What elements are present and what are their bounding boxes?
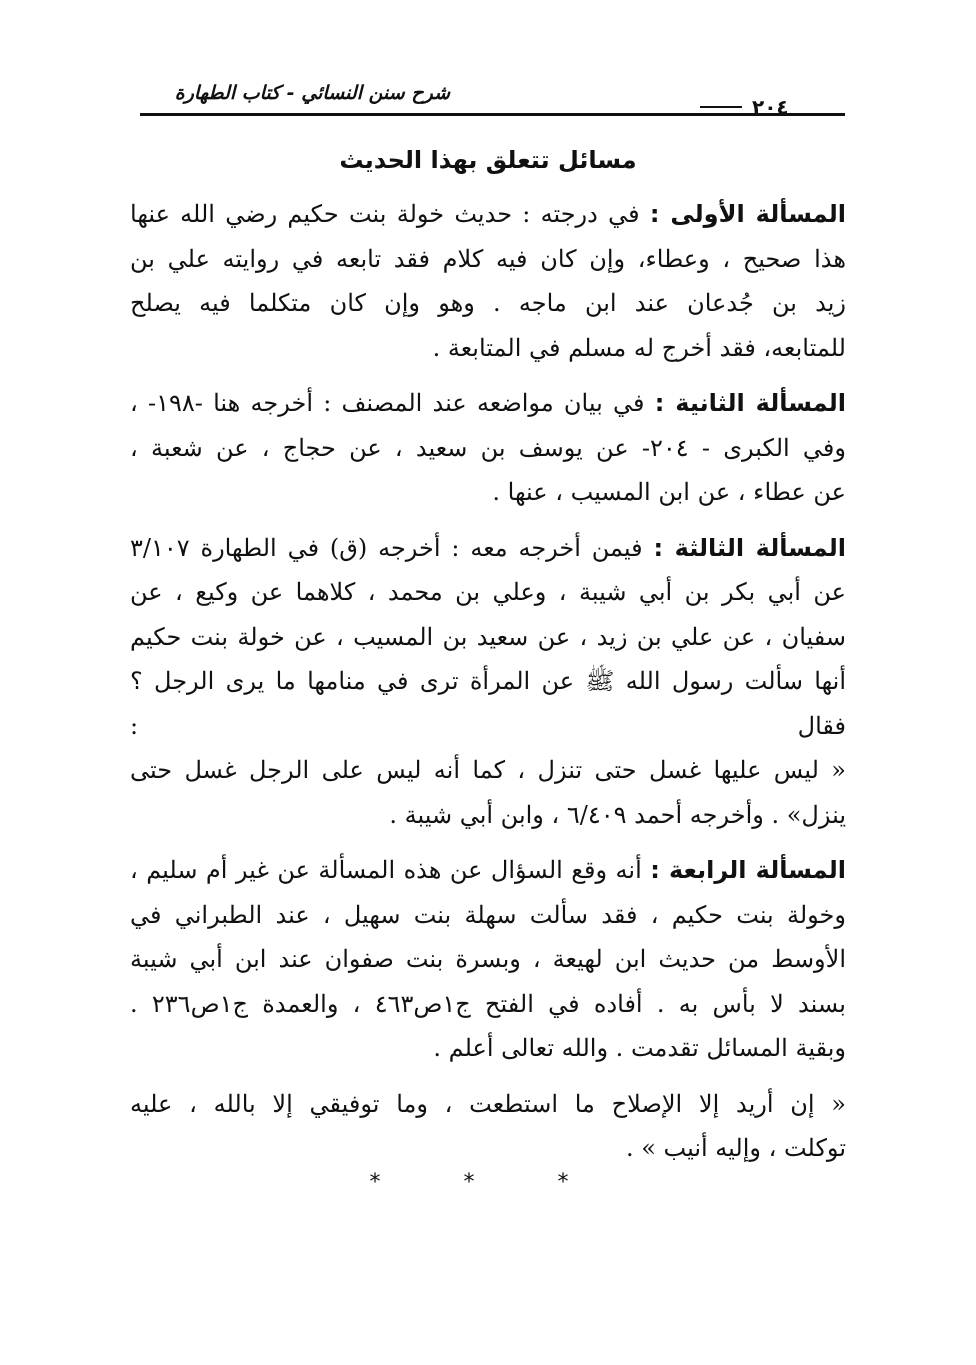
text-line: للمتابعه، فقد أخرج له مسلم في المتابعة .: [432, 333, 846, 362]
text-line-content: في بيان مواضعه عند المصنف : أخرجه هنا -١٩٨- ،: [130, 389, 645, 417]
text-line: عن أبي بكر بن أبي شيبة ، وعلي بن محمد ، كلاهما عن وكيع ، عن: [130, 578, 846, 606]
section-title: مسائل تتعلق بهذا الحديث: [339, 146, 637, 174]
issue-label: المسألة الثالثة :: [653, 533, 846, 562]
text-line: وبقية المسائل تقدمت . والله تعالى أعلم .: [433, 1034, 846, 1062]
paragraph-issue-1: [130, 192, 846, 370]
issue-label: المسألة الرابعة :: [650, 856, 846, 884]
issue-label: المسألة الثانية :: [654, 389, 846, 417]
text-line: بسند لا بأس به . أفاده في الفتح ج١ص٤٦٣ ، والعمدة ج١ص٢٣٦ .: [130, 989, 846, 1018]
text-line-content: أنه وقع السؤال عن هذه المسألة عن غير أم سليم ،: [130, 856, 642, 884]
page-number-dash: [700, 106, 742, 108]
running-title: شرح سنن النسائي - كتاب الطهارة: [174, 82, 450, 104]
page-number-area: [700, 95, 848, 119]
text-line: زيد بن جُدعان عند ابن ماجه . وهو وإن كان متكلما فيه يصلح: [130, 289, 846, 317]
text-line: [130, 381, 846, 426]
text-line: [130, 526, 846, 571]
paragraph-issue-2: [130, 381, 846, 515]
text-line: الأوسط من حديث ابن لهيعة ، وبسرة بنت صفوان عند ابن أبي شيبة: [130, 945, 846, 973]
text-line: « ليس عليها غسل حتى تنزل ، كما أنه ليس على الرجل غسل حتى: [130, 756, 846, 784]
text-line: توكلت ، وإليه أنيب » .: [625, 1134, 846, 1162]
text-line: أنها سألت رسول الله ﷺ عن المرأة ترى في منامها ما يرى الرجل ؟ فقال :: [130, 667, 846, 740]
text-line: وخولة بنت حكيم ، فقد سألت سهلة بنت سهيل ، عند الطبراني في: [130, 900, 846, 929]
text-line: هذا صحيح ، وعطاء، وإن كان فيه كلام فقد تابعه في روايته علي بن: [130, 244, 847, 273]
text-line: ينزل» . وأخرجه أحمد ٦/٤٠٩ ، وابن أبي شيبة .: [389, 800, 846, 829]
paragraph-issue-3: [130, 526, 846, 838]
end-ornament-stars: * * *: [369, 1170, 607, 1195]
body-text: [130, 192, 846, 1182]
text-line: « إن أريد إلا الإصلاح ما استطعت ، وما توفيقي إلا بالله ، عليه: [130, 1089, 846, 1118]
text-line: عن عطاء ، عن ابن المسيب ، عنها .: [492, 478, 846, 506]
issue-label: المسألة الأولى :: [649, 200, 846, 228]
text-line: [130, 848, 846, 893]
text-line: [130, 192, 846, 237]
text-line: سفيان ، عن علي بن زيد ، عن سعيد بن المسيب ، عن خولة بنت حكيم: [130, 622, 846, 651]
page-number: ٢٠٤: [752, 95, 789, 119]
paragraph-closing-quote: [130, 1082, 846, 1171]
paragraph-issue-4: [130, 848, 846, 1071]
text-line-content: في درجته : حديث خولة بنت حكيم رضي الله عنها: [130, 200, 640, 228]
text-line-content: فيمن أخرجه معه : أخرجه (ق) في الطهارة ٣/١٠٧: [130, 533, 643, 562]
text-line: وفي الكبرى - ٢٠٤- عن يوسف بن سعيد ، عن حجاج ، عن شعبة ،: [130, 433, 846, 462]
